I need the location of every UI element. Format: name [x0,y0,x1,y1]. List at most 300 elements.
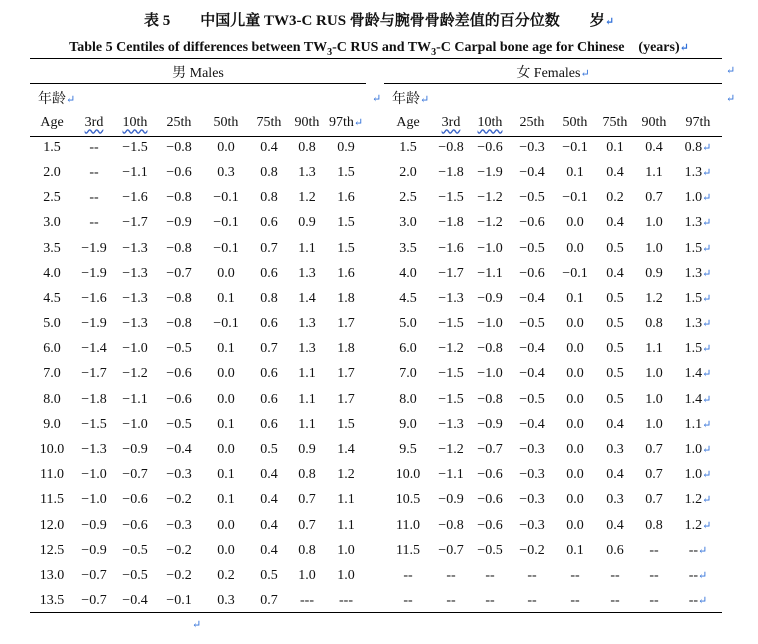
column-header [74,110,114,135]
table-cell: 0.7 [298,517,316,533]
paragraph-mark-icon: ↵ [702,242,712,255]
table-cell: 9.5 [399,442,417,458]
table-cell: 0.4 [606,467,624,483]
table-cell: −0.3 [166,467,192,483]
table-row [384,236,722,261]
table-cell: −0.8 [438,517,464,533]
table-cell: −0.2 [519,542,545,558]
table-cell: −1.0 [81,492,107,508]
table-row [30,261,366,286]
table-cell: −0.7 [477,442,503,458]
table-cell: 0.6 [260,316,278,332]
table-cell: 0.8 [645,316,663,332]
paragraph-mark-icon: ↵ [726,65,736,77]
table-cell: --- [339,593,353,609]
table-cell: 0.6 [260,366,278,382]
table-cell: −1.6 [438,240,464,256]
table-cell: −0.9 [81,517,107,533]
table-cell: 0.7 [260,593,278,609]
table-row [384,387,722,412]
table-cell: −1.3 [122,265,148,281]
paragraph-mark-icon: ↵ [726,93,736,105]
table-cell: 0.0 [566,416,584,432]
table-cell: 0.0 [566,442,584,458]
table-cell: 0.7 [645,492,663,508]
table-row [384,437,722,462]
table-cell: −1.3 [81,442,107,458]
females-table-body [384,135,722,614]
table-cell: 0.9 [298,442,316,458]
table-cell: −1.3 [438,290,464,306]
table-cell: 0.0 [566,341,584,357]
table-cell: 9.0 [399,416,417,432]
column-header-text: 3rd [84,114,104,130]
column-header-text: 10th [477,114,503,130]
table-row [384,211,722,236]
age-label-females-cn [392,88,429,108]
paragraph-mark-icon: ↵ [702,217,712,230]
table-cell: 0.9 [298,215,316,231]
table-cell: −0.7 [81,593,107,609]
paragraph-mark-icon: ↵ [702,166,712,179]
table-cell: 1.5 [337,215,355,231]
paragraph-mark-icon: ↵ [66,94,76,106]
table-cell: −0.5 [477,542,503,558]
table-cell: 6.0 [399,341,417,357]
males-table-body [30,135,366,614]
table-cell: −1.2 [438,341,464,357]
table-cell: −1.8 [438,164,464,180]
table-cell: −0.5 [519,240,545,256]
table-cell: -- [89,190,99,206]
table-row [30,160,366,185]
table-row [30,312,366,337]
table-cell: −0.5 [519,190,545,206]
table-cell: 0.7 [645,442,663,458]
table-cell: 1.3 [298,164,316,180]
table-cell: 1.0 [645,366,663,382]
table-row [384,135,722,160]
paragraph-mark-icon: ↵ [702,192,712,205]
table-cell: 7.0 [399,366,417,382]
table-cell: -- [89,215,99,231]
table-cell: 1.3↵ [684,215,712,231]
table-cell: 0.4 [260,492,278,508]
table-cell: −0.1 [562,265,588,281]
column-header-text: 10th [122,114,148,130]
table-cell: 0.8 [645,517,663,533]
table-cell: −0.4 [519,416,545,432]
table-cell: 1.5 [399,139,417,155]
table-cell: −1.1 [477,265,503,281]
table-cell: 1.5↵ [684,290,712,306]
table-cell: 0.1 [566,542,584,558]
column-header: 97th [685,114,711,130]
table-cell: −1.7 [122,215,148,231]
table-cell: −0.4 [166,442,192,458]
table-row [384,337,722,362]
table-cell: 1.1 [298,391,316,407]
table-cell: 0.1 [217,416,235,432]
table-cell: 11.0 [40,467,64,483]
table-cell: 1.3 [298,341,316,357]
table-cell: -- [89,139,99,155]
table-cell: −0.1 [562,139,588,155]
paragraph-mark-icon: ↵ [580,68,590,80]
table-cell: --- [300,593,314,609]
table-cell: 0.0 [566,366,584,382]
table-cell: -- [649,567,659,583]
column-header-text: 97th [328,114,354,130]
table-cell: 0.9 [645,265,663,281]
table-cell: 1.0 [337,567,355,583]
table-cell: −1.3 [438,416,464,432]
table-cell: -- [485,567,495,583]
table-cell: 1.1↵ [684,416,712,432]
paragraph-mark-icon: ↵ [698,595,708,608]
table-cell: -- [610,593,620,609]
table-cell: --↵ [688,542,708,558]
table-cell: 0.7 [298,492,316,508]
table-row [30,538,366,563]
table-cell: −0.1 [562,190,588,206]
table-cell: −0.9 [122,442,148,458]
table-cell: 0.1 [566,290,584,306]
table-cell: 1.1 [337,517,355,533]
table-cell: -- [570,567,580,583]
table-row [30,513,366,538]
table-cell: −0.3 [519,517,545,533]
column-header [114,110,156,135]
table-cell: 0.2 [217,567,235,583]
table-cell: 1.2↵ [684,492,712,508]
males-table [30,110,366,614]
table-cell: −0.8 [166,240,192,256]
table-row [384,412,722,437]
table-cell: 1.2 [645,290,663,306]
table-cell: −0.7 [122,467,148,483]
table-cell: −0.1 [166,593,192,609]
table-cell: −1.0 [122,341,148,357]
table-row [30,488,366,513]
table-cell: 1.2 [298,190,316,206]
table-cell: 0.4 [606,517,624,533]
table-cell: 0.4 [606,164,624,180]
table-cell: 0.6 [260,215,278,231]
table-cell: 1.0 [645,240,663,256]
column-header-text: 3rd [441,114,461,130]
table-cell: 0.1 [606,139,624,155]
table-row [30,186,366,211]
table-cell: 1.4↵ [684,366,712,382]
top-rule [30,58,722,59]
table-cell: 0.0 [566,517,584,533]
table-cell: 1.0 [298,567,316,583]
paragraph-mark-icon: ↵ [702,393,712,406]
paragraph-mark-icon: ↵ [698,544,708,557]
table-cell: −1.1 [122,391,148,407]
table-cell: 0.6 [260,265,278,281]
table-cell: 0.6 [260,391,278,407]
table-cell: 0.1 [566,164,584,180]
table-cell: −1.5 [438,366,464,382]
males-group-rule [30,83,366,84]
males-header-row [30,110,366,135]
table-cell: 0.0 [217,442,235,458]
table-cell: 1.4↵ [684,391,712,407]
table-cell: 1.1 [645,341,663,357]
table-cell: −0.7 [81,567,107,583]
table-cell: -- [570,593,580,609]
females-table [384,110,722,614]
table-row [30,286,366,311]
table-cell: 2.0 [43,164,61,180]
table-cell: 0.8 [260,190,278,206]
table-cell: 0.5 [606,341,624,357]
table-cell: −0.8 [166,290,192,306]
table-cell: 1.0↵ [684,442,712,458]
table-cell: -- [446,567,456,583]
table-row [384,286,722,311]
paragraph-mark-icon: ↵ [702,343,712,356]
table-cell: −0.8 [166,190,192,206]
females-label [384,62,722,82]
table-cell: 10.0 [39,442,65,458]
table-cell: 12.0 [39,517,65,533]
paragraph-mark-icon: ↵ [698,569,708,582]
table-cell: −0.4 [122,593,148,609]
table-cell: 0.0 [566,240,584,256]
table-cell: 0.5 [606,290,624,306]
table-cell: −0.7 [438,542,464,558]
table-title-english [0,36,758,58]
column-header [432,110,470,135]
table-cell: 1.4 [337,442,355,458]
table-cell: −1.9 [81,316,107,332]
table-row [384,589,722,614]
table-cell: −0.6 [166,366,192,382]
table-cell: 1.2↵ [684,517,712,533]
table-row [384,261,722,286]
table-row [384,563,722,588]
table-cell: −0.1 [213,190,239,206]
table-cell: −1.0 [81,467,107,483]
table-cell: 1.7 [337,316,355,332]
table-cell: −1.6 [81,290,107,306]
table-cell: 6.0 [43,341,61,357]
table-cell: 0.2 [606,190,624,206]
table-cell: −1.2 [122,366,148,382]
table-row [30,437,366,462]
table-cell: 1.4 [298,290,316,306]
table-cell: −0.9 [477,290,503,306]
table-cell: 1.3 [298,316,316,332]
table-cell: −1.8 [81,391,107,407]
table-cell: −0.4 [519,341,545,357]
column-header: 25th [166,114,192,130]
table-cell: 4.5 [399,290,417,306]
table-cell: −1.5 [438,391,464,407]
paragraph-mark-icon: ↵ [702,494,712,507]
table-cell: −0.3 [519,139,545,155]
table-cell: 11.0 [396,517,420,533]
table-row [30,337,366,362]
table-cell: −0.5 [166,341,192,357]
table-cell: 1.5 [337,416,355,432]
table-cell: −0.1 [213,316,239,332]
table-cell: 0.4 [260,542,278,558]
table-cell: 0.8 [298,467,316,483]
paragraph-mark-icon: ↵ [353,116,364,129]
table-cell: 1.3↵ [684,265,712,281]
males-label: 男 Males [172,66,224,81]
table-cell: 0.8 [260,290,278,306]
table-cell: 1.5 [337,164,355,180]
table-cell: −1.2 [477,215,503,231]
paragraph-mark-icon: ↵ [702,444,712,457]
table-cell: −1.2 [477,190,503,206]
table-cell: 0.7 [645,467,663,483]
table-cell: 3.0 [43,215,61,231]
table-cell: 0.0 [217,391,235,407]
table-cell: 1.1 [298,366,316,382]
paragraph-mark-icon: ↵ [372,93,382,105]
table-cell: 3.5 [43,240,61,256]
column-header: 75th [602,114,628,130]
table-cell: 0.3 [217,164,235,180]
table-cell: 5.0 [399,316,417,332]
table-cell: 1.5↵ [684,240,712,256]
table-cell: 9.0 [43,416,61,432]
table-cell: −1.0 [477,316,503,332]
table-cell: 0.5 [606,240,624,256]
table-cell: 1.1 [298,240,316,256]
table-cell: −1.0 [122,416,148,432]
table-cell: 7.0 [43,366,61,382]
table-cell: −0.1 [213,215,239,231]
paragraph-mark-icon: ↵ [702,469,712,482]
table-cell: 0.0 [566,391,584,407]
table-cell: −1.6 [122,190,148,206]
table-cell: −1.9 [477,164,503,180]
column-header: Age [40,114,64,130]
table-cell: −1.4 [81,341,107,357]
table-row [30,412,366,437]
table-cell: 1.5 [43,139,61,155]
table-cell: 0.4 [606,215,624,231]
table-cell: −0.6 [477,139,503,155]
table-cell: 1.3 [298,265,316,281]
table-cell: 0.0 [566,215,584,231]
table-cell: --↵ [688,593,708,609]
table-cell: −0.6 [166,391,192,407]
table-cell: −0.6 [122,492,148,508]
table-cell: 0.5 [260,567,278,583]
table-cell: -- [89,164,99,180]
table-cell: −1.5 [122,139,148,155]
table-cell: −1.7 [438,265,464,281]
table-cell: 0.8 [298,542,316,558]
table-cell: −0.9 [166,215,192,231]
table-cell: 5.0 [43,316,61,332]
table-cell: −0.5 [166,416,192,432]
table-cell: 1.0↵ [684,467,712,483]
table-cell: 0.5 [606,316,624,332]
table-cell: −0.8 [477,341,503,357]
table-cell: −1.5 [438,190,464,206]
table-cell: −0.5 [519,391,545,407]
table-cell: −0.6 [166,164,192,180]
column-header: 25th [519,114,545,130]
table-cell: 4.0 [399,265,417,281]
title-en-part: Table 5 Centiles of differences between TW [69,40,328,55]
age-cn-text: 年龄 [392,92,420,107]
table-cell: 0.4 [260,139,278,155]
table-cell: −1.2 [438,442,464,458]
table-cell: 0.8 [298,139,316,155]
table-row [384,186,722,211]
table-cell: −0.4 [519,164,545,180]
table-cell: 4.0 [43,265,61,281]
title-cn-text: 表 5 中国儿童 TW3-C RUS 骨龄与腕骨骨龄差值的百分位数 岁 [143,13,605,29]
table-cell: −0.3 [519,492,545,508]
table-row [384,160,722,185]
paragraph-mark-icon: ↵ [702,141,712,154]
table-row [384,513,722,538]
age-label-males-cn [38,88,75,108]
table-cell: 0.4 [606,416,624,432]
table-cell: 1.1 [337,492,355,508]
table-cell: −1.0 [477,240,503,256]
table-row [384,538,722,563]
table-cell: −0.3 [519,442,545,458]
table-cell: -- [446,593,456,609]
table-cell: 0.0 [566,492,584,508]
table-cell: 1.0 [645,416,663,432]
table-cell: 3.0 [399,215,417,231]
table-row [30,362,366,387]
table-cell: 0.5 [606,366,624,382]
table-cell: −0.6 [519,215,545,231]
table-cell: 0.8↵ [684,139,712,155]
table-cell: −1.3 [122,290,148,306]
table-cell: 2.5 [399,190,417,206]
table-cell: −0.1 [213,240,239,256]
table-row [30,463,366,488]
table-row [30,387,366,412]
table-cell: 0.4 [645,139,663,155]
table-cell: −0.2 [166,542,192,558]
table-cell: -- [403,593,413,609]
table-cell: −0.4 [519,290,545,306]
title-en-part: -C Carpal bone age for Chinese (years) [436,40,680,55]
table-cell: 0.8 [260,164,278,180]
paragraph-mark-icon: ↵ [679,42,689,54]
table-cell: 1.3↵ [684,164,712,180]
table-cell: 0.0 [566,467,584,483]
paragraph-mark-icon: ↵ [702,267,712,280]
table-cell: −0.9 [438,492,464,508]
column-header [326,110,366,135]
table-cell: 10.5 [395,492,421,508]
paragraph-mark-icon: ↵ [702,368,712,381]
column-header: 50th [213,114,239,130]
table-cell: −1.9 [81,265,107,281]
table-row [384,488,722,513]
table-cell: −0.7 [166,265,192,281]
table-cell: 1.2 [337,467,355,483]
table-cell: 1.0 [337,542,355,558]
